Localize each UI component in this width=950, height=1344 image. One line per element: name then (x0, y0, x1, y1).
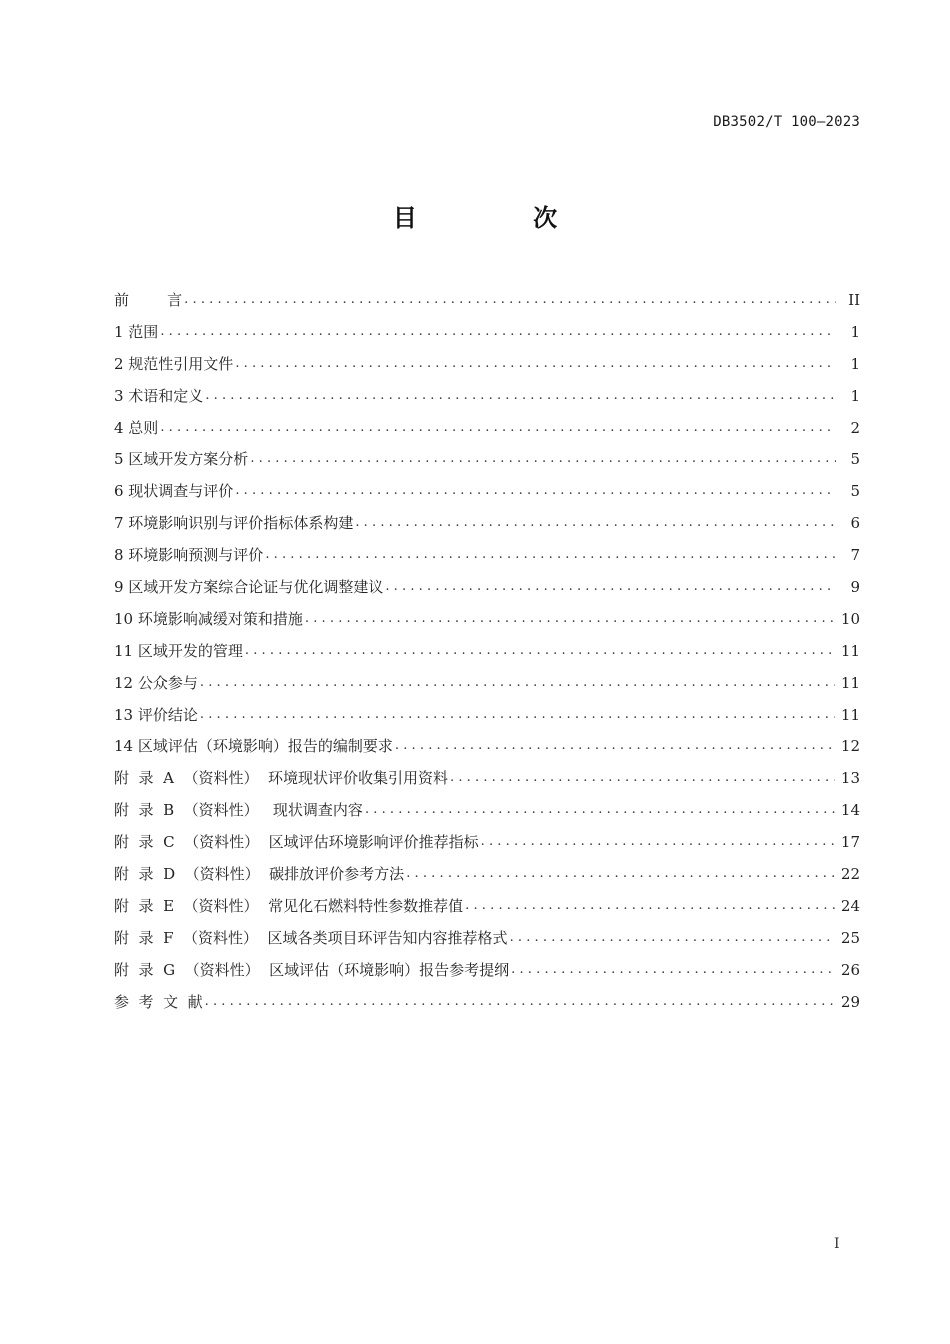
toc-entry-page: 22 (840, 864, 860, 883)
toc-dot-leader (184, 291, 836, 309)
toc-entry-label: 9 区域开发方案综合论证与优化调整建议 (114, 577, 384, 596)
toc-entry-page: 11 (840, 705, 860, 724)
toc-entry[interactable] (114, 443, 860, 475)
toc-entry-page: 1 (850, 354, 860, 373)
toc-entry-page: 2 (850, 418, 860, 437)
toc-dot-leader (245, 642, 835, 660)
toc-dot-leader (510, 929, 835, 947)
toc-entry-label: 附 录 E （资料性） 常见化石燃料特性参数推荐值 (114, 896, 464, 915)
toc-entry-label: 1 范围 (114, 322, 159, 341)
toc-entry[interactable] (114, 475, 860, 507)
toc-entry-label: 8 环境影响预测与评价 (114, 546, 264, 565)
toc-entry-label: 附 录 A （资料性） 环境现状评价收集引用资料 (114, 769, 448, 788)
toc-entry-page: 12 (840, 737, 860, 756)
toc-entry-page: 14 (840, 801, 860, 820)
toc-dot-leader (385, 578, 836, 596)
toc-entry-page: 11 (840, 641, 860, 660)
toc-entry-page: 13 (840, 769, 860, 788)
toc-dot-leader (235, 482, 836, 500)
toc-entry[interactable] (114, 954, 860, 986)
toc-entry-page: 25 (840, 928, 860, 947)
table-of-contents (114, 284, 860, 1017)
toc-dot-leader (511, 961, 835, 979)
toc-entry-label: 12 公众参与 (114, 673, 198, 692)
toc-entry-page: 11 (840, 673, 860, 692)
toc-entry-page: 7 (850, 546, 860, 565)
toc-entry-page: 10 (840, 609, 860, 628)
toc-dot-leader (160, 419, 836, 437)
toc-entry[interactable] (114, 826, 860, 858)
toc-entry-page: II (848, 290, 860, 309)
toc-dot-leader (395, 737, 835, 755)
toc-entry[interactable] (114, 762, 860, 794)
toc-entry-label: 附 录 G （资料性） 区域评估（环境影响）报告参考提纲 (114, 960, 510, 979)
toc-entry[interactable] (114, 539, 860, 571)
toc-entry-label: 4 总则 (114, 418, 159, 437)
toc-dot-leader (205, 993, 835, 1011)
toc-entry[interactable] (114, 316, 860, 348)
toc-entry[interactable] (114, 635, 860, 667)
toc-entry[interactable] (114, 507, 860, 539)
toc-dot-leader (355, 514, 836, 532)
toc-entry-label: 前 言 (114, 290, 183, 309)
toc-entry[interactable] (114, 348, 860, 380)
toc-dot-leader (406, 865, 835, 883)
toc-entry-label: 7 环境影响识别与评价指标体系构建 (114, 514, 354, 533)
toc-entry[interactable] (114, 284, 860, 316)
toc-entry[interactable] (114, 890, 860, 922)
toc-dot-leader (160, 323, 836, 341)
toc-dot-leader (200, 674, 835, 692)
toc-dot-leader (481, 833, 835, 851)
toc-dot-leader (465, 897, 835, 915)
toc-entry-page: 5 (850, 482, 860, 501)
toc-entry[interactable] (114, 858, 860, 890)
toc-entry[interactable] (114, 667, 860, 699)
toc-entry-page: 24 (840, 896, 860, 915)
toc-dot-leader (250, 450, 836, 468)
toc-entry-page: 26 (840, 960, 860, 979)
document-code: DB3502/T 100—2023 (713, 114, 860, 130)
toc-entry-page: 1 (850, 322, 860, 341)
toc-entry[interactable] (114, 380, 860, 412)
toc-entry[interactable] (114, 699, 860, 731)
toc-dot-leader (365, 801, 835, 819)
toc-entry-page: 1 (850, 386, 860, 405)
toc-entry-label: 附 录 C （资料性） 区域评估环境影响评价推荐指标 (114, 833, 479, 852)
toc-dot-leader (205, 387, 836, 405)
toc-entry-label: 11 区域开发的管理 (114, 641, 243, 660)
page-number: I (834, 1236, 840, 1252)
toc-entry-label: 10 环境影响减缓对策和措施 (114, 609, 303, 628)
toc-dot-leader (200, 706, 835, 724)
toc-entry-label: 6 现状调查与评价 (114, 482, 234, 501)
toc-dot-leader (265, 546, 836, 564)
toc-dot-leader (235, 355, 836, 373)
page-title: 目 次 (392, 204, 612, 232)
toc-entry-label: 14 区域评估（环境影响）报告的编制要求 (114, 737, 393, 756)
toc-entry[interactable] (114, 794, 860, 826)
toc-entry[interactable] (114, 986, 860, 1018)
toc-entry-label: 2 规范性引用文件 (114, 354, 234, 373)
toc-entry-label: 5 区域开发方案分析 (114, 450, 249, 469)
toc-entry-label: 附 录 D （资料性） 碳排放评价参考方法 (114, 864, 405, 883)
toc-entry-page: 9 (850, 577, 860, 596)
toc-entry-page: 17 (840, 833, 860, 852)
toc-entry[interactable] (114, 922, 860, 954)
toc-entry-page: 5 (850, 450, 860, 469)
toc-entry[interactable] (114, 730, 860, 762)
toc-entry[interactable] (114, 412, 860, 444)
toc-entry-label: 3 术语和定义 (114, 386, 204, 405)
toc-entry-label: 参 考 文 献 (114, 992, 203, 1011)
toc-entry[interactable] (114, 603, 860, 635)
toc-entry-label: 13 评价结论 (114, 705, 198, 724)
toc-entry-page: 29 (840, 992, 860, 1011)
toc-entry-label: 附 录 B （资料性） 现状调查内容 (114, 801, 363, 820)
toc-entry-page: 6 (850, 514, 860, 533)
toc-entry[interactable] (114, 571, 860, 603)
toc-entry-label: 附 录 F （资料性） 区域各类项目环评告知内容推荐格式 (114, 928, 508, 947)
toc-dot-leader (450, 769, 835, 787)
toc-dot-leader (305, 610, 835, 628)
